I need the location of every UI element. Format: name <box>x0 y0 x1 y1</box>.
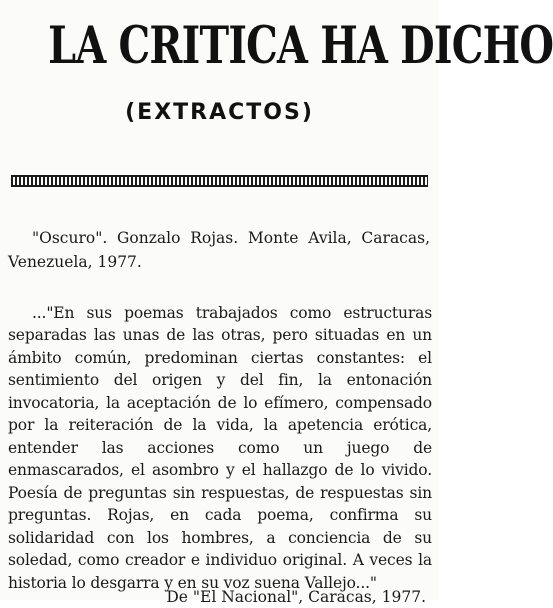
source-attribution: De "El Nacional", Caracas, 1977. <box>166 587 426 606</box>
decorative-divider <box>11 175 428 187</box>
book-citation: "Oscuro". Gonzalo Rojas. Monte Avila, Caracas, Venezuela, 1977. <box>8 228 430 271</box>
page-title: LA CRITICA HA DICHO <box>48 16 553 76</box>
review-quote: ..."En sus poemas trabajados como estructuras separadas las unas de las otras, pero situadas en un ámbito común, predominan ciertas constantes: el sentimiento del origen y del fin, la entonación invocatoria, la aceptación de lo efímero, compensado por la reiteración de la vida, la apetencia erótica, entender las acciones como un juego de enmascarados, el asombro y el hallazgo de lo vivido. Poesía de preguntas sin respuestas, de respuestas sin preguntas. Rojas, en cada poema, confirma su solidaridad con los hombres, a conciencia de su soledad, como creador e individuo original. A veces la historia lo desgarra y en su voz suena Vallejo..." <box>8 303 432 592</box>
page-subtitle: (EXTRACTOS) <box>125 100 314 125</box>
